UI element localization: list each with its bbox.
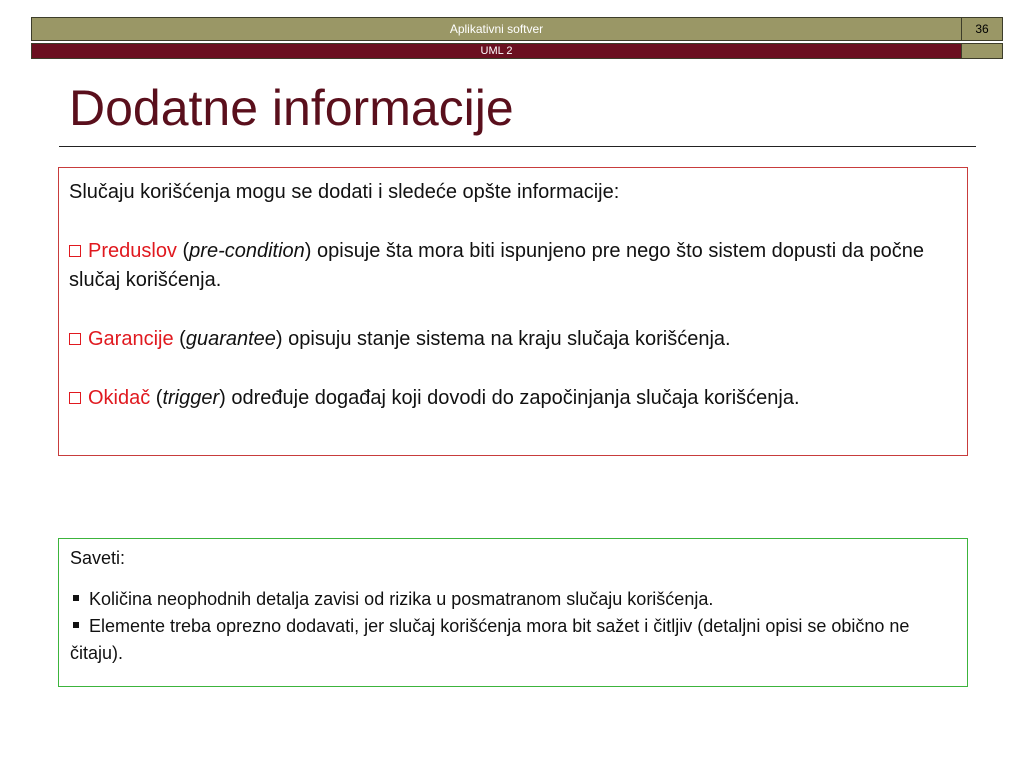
info-item-trigger: Okidač (trigger) određuje događaj koji dovodi do započinjanja slučaja korišćenja. [69,384,957,413]
info-item-english: trigger [162,387,220,409]
info-intro: Slučaju korišćenja mogu se dodati i sledeće opšte informacije: [69,181,620,203]
info-box [58,167,968,456]
checkbox-bullet-icon [69,392,81,404]
section-corner-box [962,43,1003,59]
info-item-description: ) opisuju stanje sistema na kraju slučaja korišćenja. [275,328,731,350]
square-bullet-icon [73,595,79,601]
info-item-term: Preduslov [88,240,177,262]
info-item-precondition: Preduslov (pre-condition) opisuje šta mora biti ispunjeno pre nego što sistem dopusti da počne slučaj korišćenja. [69,240,925,291]
info-item-term: Garancije [88,328,174,350]
tips-item: Količina neophodnih detalja zavisi od rizika u posmatranom slučaju korišćenja. [70,586,957,613]
info-item-english: guarantee [185,328,276,350]
info-item-description: ) određuje događaj koji dovodi do započinjanja slučaja korišćenja. [219,387,800,409]
course-title: Aplikativni softver [31,17,962,41]
checkbox-bullet-icon [69,333,81,345]
tips-item: Elemente treba oprezno dodavati, jer slučaj korišćenja mora bit sažet i čitljiv (detaljni opisi se obično ne čitaju). [70,616,910,663]
slide-title: Dodatne informacije [69,80,514,136]
section-label: UML 2 [31,43,962,59]
info-item-guarantee: Garancije (guarantee) opisuju stanje sistema na kraju slučaja korišćenja. [69,325,957,354]
title-divider [59,146,976,147]
info-item-english: pre-condition [189,240,305,262]
tips-heading: Saveti: [70,548,126,568]
info-item-description: ) opisuje šta mora biti ispunjeno pre nego što sistem dopusti da počne slučaj korišćenja. [69,240,925,291]
tips-box [58,538,968,687]
info-item-term: Okidač [88,387,151,409]
checkbox-bullet-icon [69,245,81,257]
square-bullet-icon [73,622,79,628]
slide-number: 36 [962,17,1003,41]
